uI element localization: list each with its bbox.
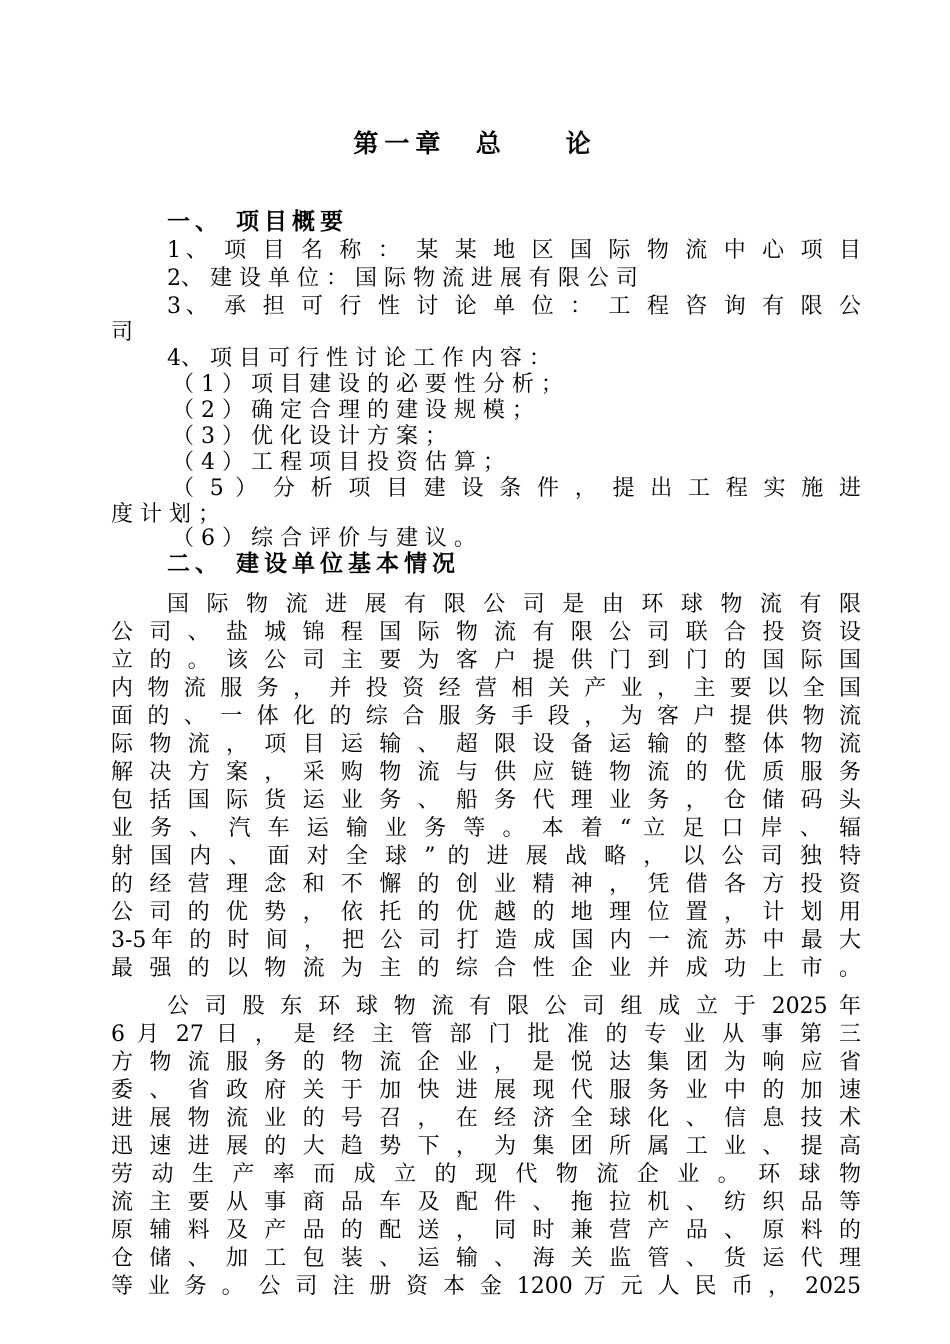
- item-line: 3、 承 担 可 行 性 讨 论 单 位 ： 工 程 咨 询 有 限 公: [167, 294, 861, 319]
- paragraph-line: 委 、 省 政 府 关 于 加 快 进 展 现 代 服 务 业 中 的 加 速: [111, 1078, 861, 1103]
- paragraph-line: 际 物 流 ， 项 目 运 输 、 超 限 设 备 运 输 的 整 体 物 流: [111, 732, 861, 757]
- item-line: （ 3 ） 优 化 设 计 方 案 ；: [172, 424, 447, 449]
- paragraph-line: 包 括 国 际 货 运 业 务 、 船 务 代 理 业 务 ， 仓 储 码 头: [111, 788, 861, 813]
- paragraph-line: 进 展 物 流 业 的 号 召 ， 在 经 济 全 球 化 、 信 息 技 术: [111, 1106, 861, 1131]
- paragraph-line: 立 的 。 该 公 司 主 要 为 客 户 提 供 门 到 门 的 国 际 国: [111, 648, 861, 673]
- paragraph-line: 仓 储 、 加 工 包 装 、 运 输 、 海 关 监 管 、 货 运 代 理: [111, 1246, 861, 1271]
- item-line: （ 5 ） 分 析 项 目 建 设 条 件 ， 提 出 工 程 实 施 进: [172, 476, 861, 501]
- paragraph-line: 公 司 、 盐 城 锦 程 国 际 物 流 有 限 公 司 联 合 投 资 设: [111, 620, 861, 645]
- item-line: 度 计 划 ；: [111, 502, 220, 527]
- item-line: （ 4 ） 工 程 项 目 投 资 估 算 ；: [172, 450, 505, 475]
- item-line: （ 6 ） 综 合 评 价 与 建 议 。: [172, 526, 476, 551]
- paragraph-line: 原 辅 料 及 产 品 的 配 送 ， 同 时 兼 营 产 品 、 原 料 的: [111, 1218, 861, 1243]
- item-line: 4、 项 目 可 行 性 讨 论 工 作 内 容 ：: [167, 346, 551, 371]
- paragraph-line: 内 物 流 服 务 ， 并 投 资 经 营 相 关 产 业 ， 主 要 以 全 国: [111, 676, 861, 701]
- item-line: 司: [111, 320, 134, 345]
- paragraph-line: 面 的 、 一 体 化 的 综 合 服 务 手 段 ， 为 客 户 提 供 物 流: [111, 704, 861, 729]
- paragraph-line: 国 际 物 流 进 展 有 限 公 司 是 由 环 球 物 流 有 限: [167, 592, 861, 617]
- paragraph-line: 等 业 务 。 公 司 注 册 资 本 金 1200 万 元 人 民 币 ， 2025: [111, 1274, 861, 1299]
- paragraph-line: 射 国 内 、 面 对 全 球 ” 的 进 展 战 略 ， 以 公 司 独 特: [111, 844, 861, 869]
- paragraph-line: 公 司 的 优 势 ， 依 托 的 优 越 的 地 理 位 置 ， 计 划 用: [111, 900, 861, 925]
- item-line: （ 1 ） 项 目 建 设 的 必 要 性 分 析 ；: [172, 372, 563, 397]
- paragraph-line: 最 强 的 以 物 流 为 主 的 综 合 性 企 业 并 成 功 上 市 。: [111, 956, 861, 981]
- item-line: 1、 项 目 名 称 ： 某 某 地 区 国 际 物 流 中 心 项 目: [167, 238, 861, 263]
- paragraph-line: 3-5年 的 时 间 ， 把 公 司 打 造 成 国 内 一 流 苏 中 最 大: [111, 928, 861, 953]
- paragraph-line: 解 决 方 案 ， 采 购 物 流 与 供 应 链 物 流 的 优 质 服 务: [111, 760, 861, 785]
- section-heading-2: 二、 建设单位基本情况: [167, 551, 461, 577]
- paragraph-line: 迅 速 进 展 的 大 趋 势 下 ， 为 集 团 所 属 工 业 、 提 高: [111, 1134, 861, 1159]
- paragraph-line: 的 经 营 理 念 和 不 懈 的 创 业 精 神 ， 凭 借 各 方 投 资: [111, 872, 861, 897]
- item-line: 2、 建 设 单 位 ： 国 际 物 流 进 展 有 限 公 司: [167, 266, 638, 291]
- section-heading-1: 一、 项目概要: [167, 209, 349, 235]
- paragraph-line: 业 务 、 汽 车 运 输 业 务 等 。 本 着 “ 立 足 口 岸 、 辐: [111, 816, 861, 841]
- paragraph-line: 方 物 流 服 务 的 物 流 企 业 ， 是 悦 达 集 团 为 响 应 省: [111, 1050, 861, 1075]
- chapter-title: 第一章 总 论: [353, 129, 597, 158]
- paragraph-line: 公 司 股 东 环 球 物 流 有 限 公 司 组 成 立 于 2025 年: [167, 994, 861, 1019]
- paragraph-line: 劳 动 生 产 率 而 成 立 的 现 代 物 流 企 业 。 环 球 物: [111, 1162, 861, 1187]
- paragraph-line: 流 主 要 从 事 商 品 车 及 配 件 、 拖 拉 机 、 纺 织 品 等: [111, 1190, 861, 1215]
- item-line: （ 2 ） 确 定 合 理 的 建 设 规 模 ；: [172, 398, 534, 423]
- paragraph-line: 6 月 27 日 ， 是 经 主 管 部 门 批 准 的 专 业 从 事 第 三: [111, 1022, 861, 1047]
